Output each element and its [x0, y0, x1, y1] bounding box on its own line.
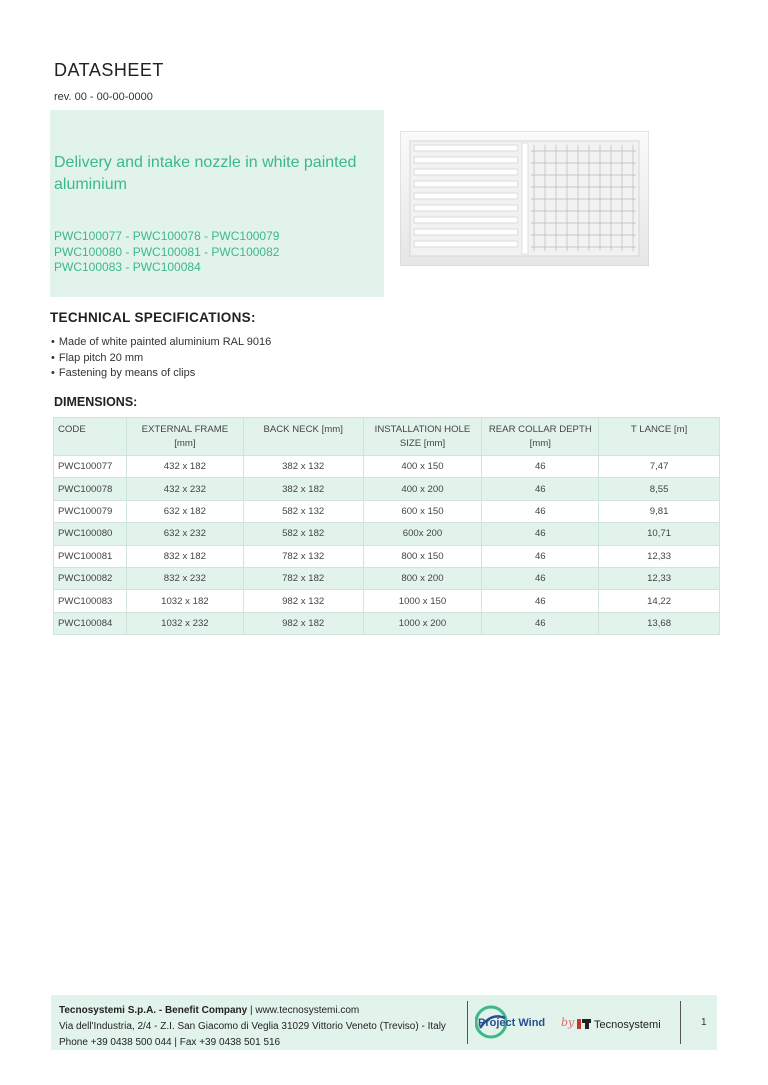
table-header-row: [54, 418, 720, 456]
cell-external-frame: 632 x 182: [126, 500, 243, 522]
cell-t-lance: 12,33: [599, 545, 720, 567]
table-row: [54, 456, 720, 478]
cell-t-lance: 10,71: [599, 523, 720, 545]
cell-rear-collar-depth: 46: [482, 500, 599, 522]
specification-item: • Fastening by means of clips: [51, 366, 271, 382]
cell-back-neck: 782 x 132: [243, 545, 363, 567]
cell-installation-hole: 600x 200: [363, 523, 482, 545]
table-row: [54, 545, 720, 567]
cell-t-lance: 13,68: [599, 612, 720, 634]
dimensions-heading: DIMENSIONS:: [54, 395, 138, 409]
product-codes-line: PWC100077 - PWC100078 - PWC100079: [54, 229, 280, 243]
page-footer: [51, 995, 717, 1050]
cell-external-frame: 1032 x 182: [126, 590, 243, 612]
cell-rear-collar-depth: 46: [482, 478, 599, 500]
cell-code: PWC100084: [54, 612, 127, 634]
product-codes-line: PWC100083 - PWC100084: [54, 260, 201, 274]
cell-code: PWC100081: [54, 545, 127, 567]
footer-divider: [467, 1001, 468, 1044]
cell-code: PWC100083: [54, 590, 127, 612]
cell-external-frame: 832 x 232: [126, 567, 243, 589]
project-wind-logo-text: Project Wind: [478, 1017, 546, 1029]
cell-code: PWC100080: [54, 523, 127, 545]
company-name: Tecnosystemi S.p.A. - Benefit Company: [59, 1005, 248, 1016]
cell-back-neck: 782 x 182: [243, 567, 363, 589]
product-title: Delivery and intake nozzle in white painted aluminium: [54, 154, 357, 193]
specification-item: • Flap pitch 20 mm: [51, 351, 271, 367]
cell-back-neck: 982 x 182: [243, 612, 363, 634]
table-row: [54, 590, 720, 612]
cell-external-frame: 632 x 232: [126, 523, 243, 545]
page-number: 1: [701, 1017, 707, 1028]
cell-back-neck: 582 x 132: [243, 500, 363, 522]
table-row: [54, 478, 720, 500]
table-row: [54, 500, 720, 522]
column-header-installation-hole: INSTALLATION HOLE SIZE [mm]: [363, 418, 482, 456]
column-header-t-lance: T LANCE [m]: [599, 418, 720, 456]
cell-code: PWC100082: [54, 567, 127, 589]
cell-installation-hole: 800 x 200: [363, 567, 482, 589]
logo-by-text: by: [561, 1016, 575, 1029]
cell-code: PWC100079: [54, 500, 127, 522]
product-codes: [54, 229, 380, 276]
company-address: Via dell'Industria, 2/4 - Z.I. San Giacomo di Veglia 31029 Vittorio Veneto (Treviso) - Italy: [59, 1021, 446, 1032]
cell-back-neck: 982 x 132: [243, 590, 363, 612]
cell-external-frame: 432 x 182: [126, 456, 243, 478]
column-header-external-frame: EXTERNAL FRAME [mm]: [126, 418, 243, 456]
column-header-rear-collar-depth: REAR COLLAR DEPTH [mm]: [482, 418, 599, 456]
cell-installation-hole: 1000 x 150: [363, 590, 482, 612]
technical-specifications-heading: TECHNICAL SPECIFICATIONS:: [50, 310, 256, 325]
product-header-panel: [50, 110, 384, 297]
project-wind-logo: [475, 1004, 555, 1041]
cell-back-neck: 382 x 132: [243, 456, 363, 478]
tecnosystemi-logo-text: Tecnosystemi: [594, 1019, 661, 1031]
column-header-back-neck: BACK NECK [mm]: [243, 418, 363, 456]
table-row: [54, 523, 720, 545]
product-codes-line: PWC100080 - PWC100081 - PWC100082: [54, 244, 280, 259]
product-image: [400, 131, 649, 266]
cell-code: PWC100078: [54, 478, 127, 500]
specification-item: • Made of white painted aluminium RAL 9016: [51, 335, 271, 351]
cell-t-lance: 12,33: [599, 567, 720, 589]
cell-rear-collar-depth: 46: [482, 590, 599, 612]
company-website[interactable]: | www.tecnosystemi.com: [247, 1005, 360, 1016]
cell-installation-hole: 400 x 200: [363, 478, 482, 500]
cell-t-lance: 8,55: [599, 478, 720, 500]
footer-divider: [680, 1001, 681, 1044]
cell-installation-hole: 800 x 150: [363, 545, 482, 567]
cell-rear-collar-depth: 46: [482, 545, 599, 567]
cell-installation-hole: 400 x 150: [363, 456, 482, 478]
cell-t-lance: 14,22: [599, 590, 720, 612]
cell-external-frame: 1032 x 232: [126, 612, 243, 634]
footer-contact-block: [59, 1003, 446, 1051]
cell-installation-hole: 1000 x 200: [363, 612, 482, 634]
cell-t-lance: 7,47: [599, 456, 720, 478]
cell-rear-collar-depth: 46: [482, 523, 599, 545]
cell-external-frame: 832 x 182: [126, 545, 243, 567]
cell-installation-hole: 600 x 150: [363, 500, 482, 522]
cell-code: PWC100077: [54, 456, 127, 478]
cell-rear-collar-depth: 46: [482, 612, 599, 634]
dimensions-table: [53, 417, 720, 635]
cell-t-lance: 9,81: [599, 500, 720, 522]
datasheet-title: DATASHEET: [54, 60, 164, 80]
cell-rear-collar-depth: 46: [482, 456, 599, 478]
cell-back-neck: 382 x 182: [243, 478, 363, 500]
cell-back-neck: 582 x 182: [243, 523, 363, 545]
tecnosystemi-logo: [577, 1014, 669, 1034]
table-row: [54, 567, 720, 589]
cell-rear-collar-depth: 46: [482, 567, 599, 589]
column-header-code: CODE: [54, 418, 127, 456]
cell-external-frame: 432 x 232: [126, 478, 243, 500]
company-contacts: Phone +39 0438 500 044 | Fax +39 0438 501 516: [59, 1037, 281, 1048]
revision-label: rev. 00 - 00-00-0000: [54, 91, 153, 103]
footer-company-line: [59, 1003, 446, 1019]
table-row: [54, 612, 720, 634]
specifications-list: [51, 335, 271, 382]
